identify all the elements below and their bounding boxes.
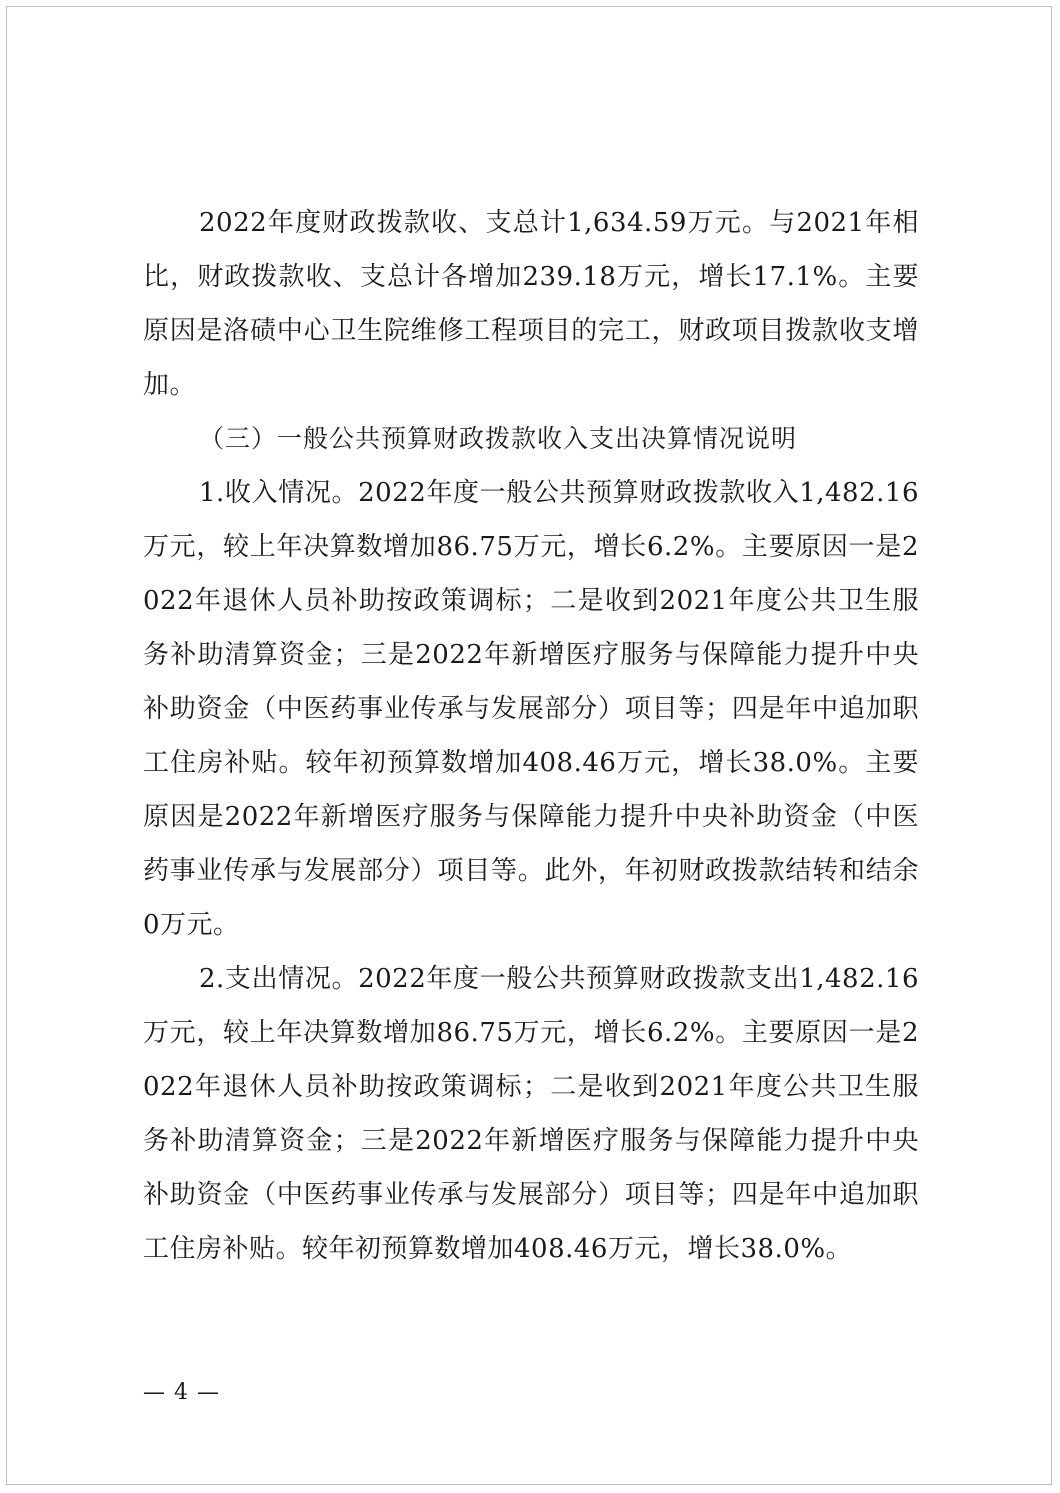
section-heading: （三）一般公共预算财政拨款收入支出决算情况说明 (199, 424, 798, 453)
paragraph-financial-total: 2022年度财政拨款收、支总计1,634.59万元。与2021年相比，财政拨款收、支总计各增加239.18万元，增长17.1%。主要原因是洛碛中心卫生院维修工程项目的完工，财政项目拨款收支增加。 (143, 208, 919, 400)
paragraph-income: 1.收入情况。2022年度一般公共预算财政拨款收入1,482.16万元，较上年决算数增加86.75万元，增长6.2%。主要原因一是2022年退休人员补助按政策调标；二是收到2021年度公共卫生服务补助清算资金；三是2022年新增医疗服务与保障能力提升中央补助资金（中医药事业传承与发展部分）项目等；四是年中追加职工住房补贴。较年初预算数增加408.46万元，增长38.0%。主要原因是2022年新增医疗服务与保障能力提升中央补助资金（中医药事业传承与发展部分）项目等。此外，年初财政拨款结转和结余0万元。 (143, 478, 919, 940)
page-number: — 4 — (143, 1380, 220, 1405)
document-body (143, 196, 919, 1276)
paragraph-expenditure: 2.支出情况。2022年度一般公共预算财政拨款支出1,482.16万元，较上年决算数增加86.75万元，增长6.2%。主要原因一是2022年退休人员补助按政策调标；二是收到2021年度公共卫生服务补助清算资金；三是2022年新增医疗服务与保障能力提升中央补助资金（中医药事业传承与发展部分）项目等；四是年中追加职工住房补贴。较年初预算数增加408.46万元，增长38.0%。 (143, 964, 919, 1264)
